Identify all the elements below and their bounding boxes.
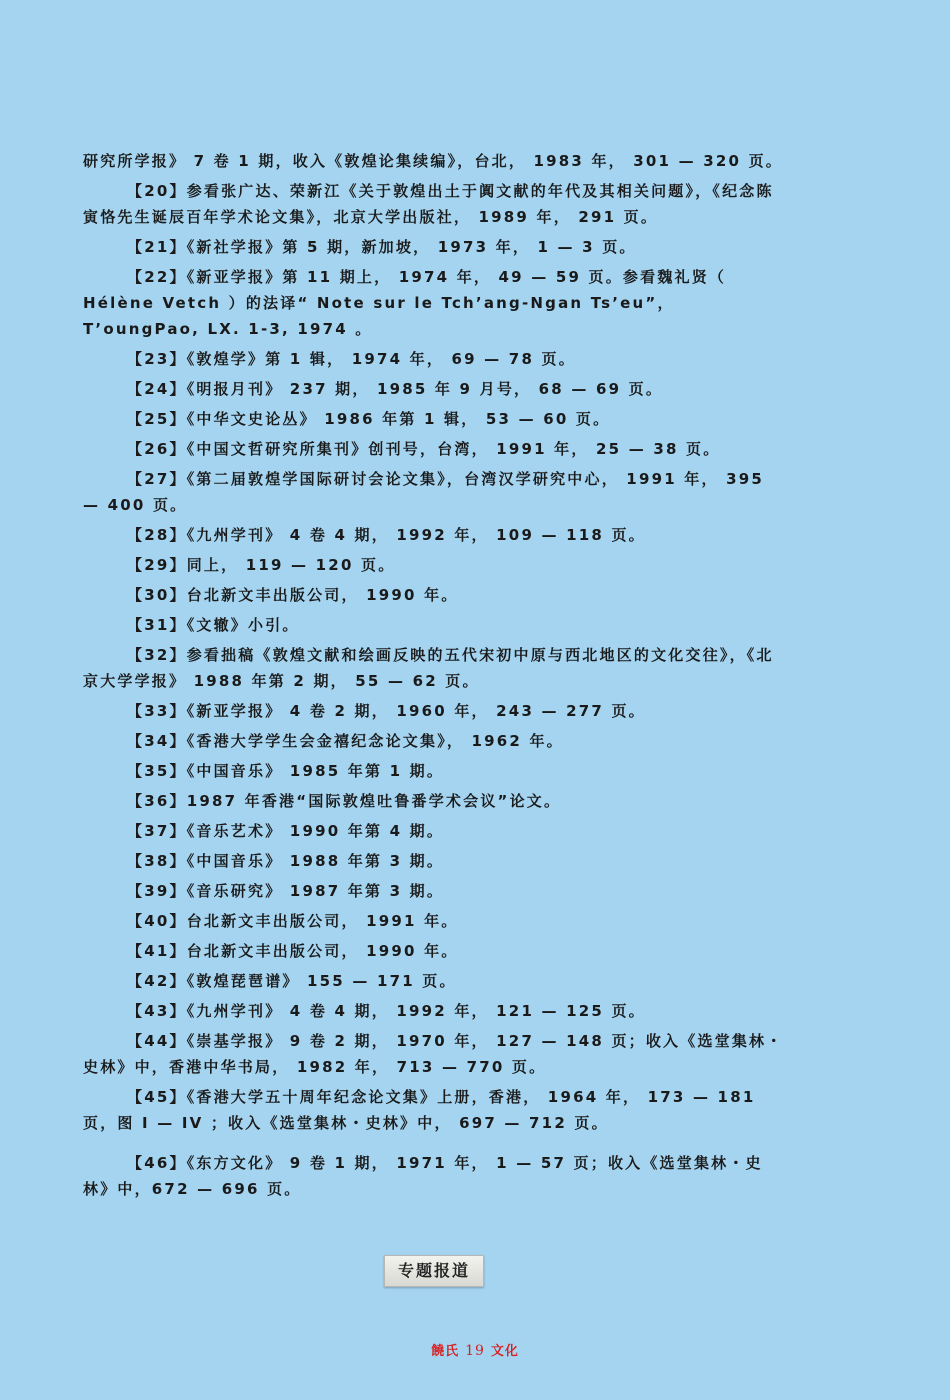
note-number: 【36】 [127, 792, 187, 810]
note-number: 【20】 [127, 182, 187, 200]
note-number: 【44】 [127, 1032, 187, 1050]
section-badge: 专题报道 [384, 1255, 484, 1287]
note-number: 【38】 [127, 852, 187, 870]
note-number: 【30】 [127, 586, 187, 604]
note-item [83, 876, 788, 906]
note-item [83, 344, 788, 374]
note-number: 【22】 [127, 268, 187, 286]
note-number: 【40】 [127, 912, 187, 930]
note-number: 【35】 [127, 762, 187, 780]
note-item [83, 996, 788, 1026]
note-number: 【31】 [127, 616, 187, 634]
note-item [83, 580, 788, 610]
note-text: 研究所学报》 7 卷 1 期，收入《敦煌论集续编》，台北， 1983 年， 301 — 320 页。 [83, 152, 783, 170]
note-item [83, 816, 788, 846]
note-item [83, 262, 788, 344]
note-number: 【33】 [127, 702, 187, 720]
note-item [83, 464, 788, 520]
note-number: 【27】 [127, 470, 187, 488]
note-item [83, 434, 788, 464]
note-number: 【26】 [127, 440, 187, 458]
note-text: 《香港大学五十周年纪念论文集》上册，香港， 1964 年， 173 — 181 页，图 I — IV ；收入《选堂集林・史林》中， 697 — 712 页。 [83, 1088, 756, 1132]
note-text: 1987 年香港“国际敦煌吐鲁番学术会议”论文。 [186, 792, 562, 810]
note-number: 【24】 [127, 380, 187, 398]
note-item [83, 610, 788, 640]
note-number: 【28】 [127, 526, 187, 544]
note-text: 参看拙稿《敦煌文献和绘画反映的五代宋初中原与西北地区的文化交往》，《北京大学学报》 1988 年第 2 期， 55 — 62 页。 [83, 646, 774, 690]
note-text: 《第二届敦煌学国际研讨会论文集》，台湾汉学研究中心， 1991 年， 395 — 400 页。 [83, 470, 765, 514]
note-item [83, 404, 788, 434]
note-text: 《新亚学报》第 11 期上， 1974 年， 49 — 59 页。参看魏礼贤（ Hélène Vetch ）的法译“ Note sur le Tch’ang-Ngan Ts’eu”，T’oungPao, LX. 1-3, 1974 。 [83, 268, 727, 338]
note-number: 【25】 [127, 410, 187, 428]
note-number: 【32】 [127, 646, 187, 664]
note-text: 《九州学刊》 4 卷 4 期， 1992 年， 109 — 118 页。 [186, 526, 646, 544]
note-number: 【29】 [127, 556, 187, 574]
note-text: 《中华文史论丛》 1986 年第 1 辑， 53 — 60 页。 [186, 410, 611, 428]
note-text: 台北新文丰出版公司， 1990 年。 [186, 586, 459, 604]
note-number: 【23】 [127, 350, 187, 368]
note-item [83, 146, 788, 176]
note-number: 【41】 [127, 942, 187, 960]
page-number: 19 [465, 1343, 485, 1359]
note-text: 《中国音乐》 1985 年第 1 期。 [186, 762, 445, 780]
note-text: 《新社学报》第 5 期，新加坡， 1973 年， 1 — 3 页。 [186, 238, 637, 256]
note-text: 《敦煌学》第 1 辑， 1974 年， 69 — 78 页。 [186, 350, 576, 368]
note-text: 台北新文丰出版公司， 1991 年。 [186, 912, 459, 930]
note-text: 《新亚学报》 4 卷 2 期， 1960 年， 243 — 277 页。 [186, 702, 646, 720]
note-text: 《崇基学报》 9 卷 2 期， 1970 年， 127 — 148 页；收入《选堂集林・史林》中，香港中华书局， 1982 年， 713 — 770 页。 [83, 1032, 784, 1076]
note-item [83, 726, 788, 756]
note-text: 《东方文化》 9 卷 1 期， 1971 年， 1 — 57 页；收入《选堂集林・史林》中，672 — 696 页。 [83, 1154, 763, 1198]
note-number: 【37】 [127, 822, 187, 840]
note-number: 【46】 [127, 1154, 187, 1172]
note-item [83, 374, 788, 404]
notes-list [83, 146, 788, 1204]
note-text: 《敦煌琵琶谱》 155 — 171 页。 [186, 972, 457, 990]
page-footer [0, 1340, 950, 1359]
note-item [83, 640, 788, 696]
note-number: 【21】 [127, 238, 187, 256]
note-number: 【45】 [127, 1088, 187, 1106]
note-text: 《文辙》小引。 [186, 616, 300, 634]
note-item [83, 696, 788, 726]
note-item [83, 1082, 788, 1138]
note-text: 《明报月刊》 237 期， 1985 年 9 月号， 68 — 69 页。 [186, 380, 664, 398]
footer-right: 文化 [490, 1344, 519, 1359]
note-text: 《中国文哲研究所集刊》创刊号，台湾， 1991 年， 25 — 38 页。 [186, 440, 721, 458]
note-item [83, 176, 788, 232]
footer-left: 饒氏 [431, 1344, 460, 1359]
note-item [83, 936, 788, 966]
note-number: 【39】 [127, 882, 187, 900]
note-text: 台北新文丰出版公司， 1990 年。 [186, 942, 459, 960]
note-item [83, 550, 788, 580]
note-number: 【34】 [127, 732, 187, 750]
note-text: 《音乐研究》 1987 年第 3 期。 [186, 882, 445, 900]
note-item [83, 786, 788, 816]
note-number: 【42】 [127, 972, 187, 990]
note-item [83, 756, 788, 786]
note-text: 同上， 119 — 120 页。 [186, 556, 396, 574]
note-item [83, 232, 788, 262]
note-item [83, 520, 788, 550]
note-item [83, 1026, 788, 1082]
note-text: 《音乐艺术》 1990 年第 4 期。 [186, 822, 445, 840]
note-text: 《中国音乐》 1988 年第 3 期。 [186, 852, 445, 870]
note-item [83, 906, 788, 936]
note-item [83, 846, 788, 876]
note-text: 《九州学刊》 4 卷 4 期， 1992 年， 121 — 125 页。 [186, 1002, 646, 1020]
note-text: 参看张广达、荣新江《关于敦煌出土于阗文献的年代及其相关问题》，《纪念陈寅恪先生诞辰百年学术论文集》，北京大学出版社， 1989 年， 291 页。 [83, 182, 774, 226]
note-text: 《香港大学学生会金禧纪念论文集》， 1962 年。 [186, 732, 564, 750]
note-number: 【43】 [127, 1002, 187, 1020]
note-item [83, 966, 788, 996]
note-item [83, 1148, 788, 1204]
